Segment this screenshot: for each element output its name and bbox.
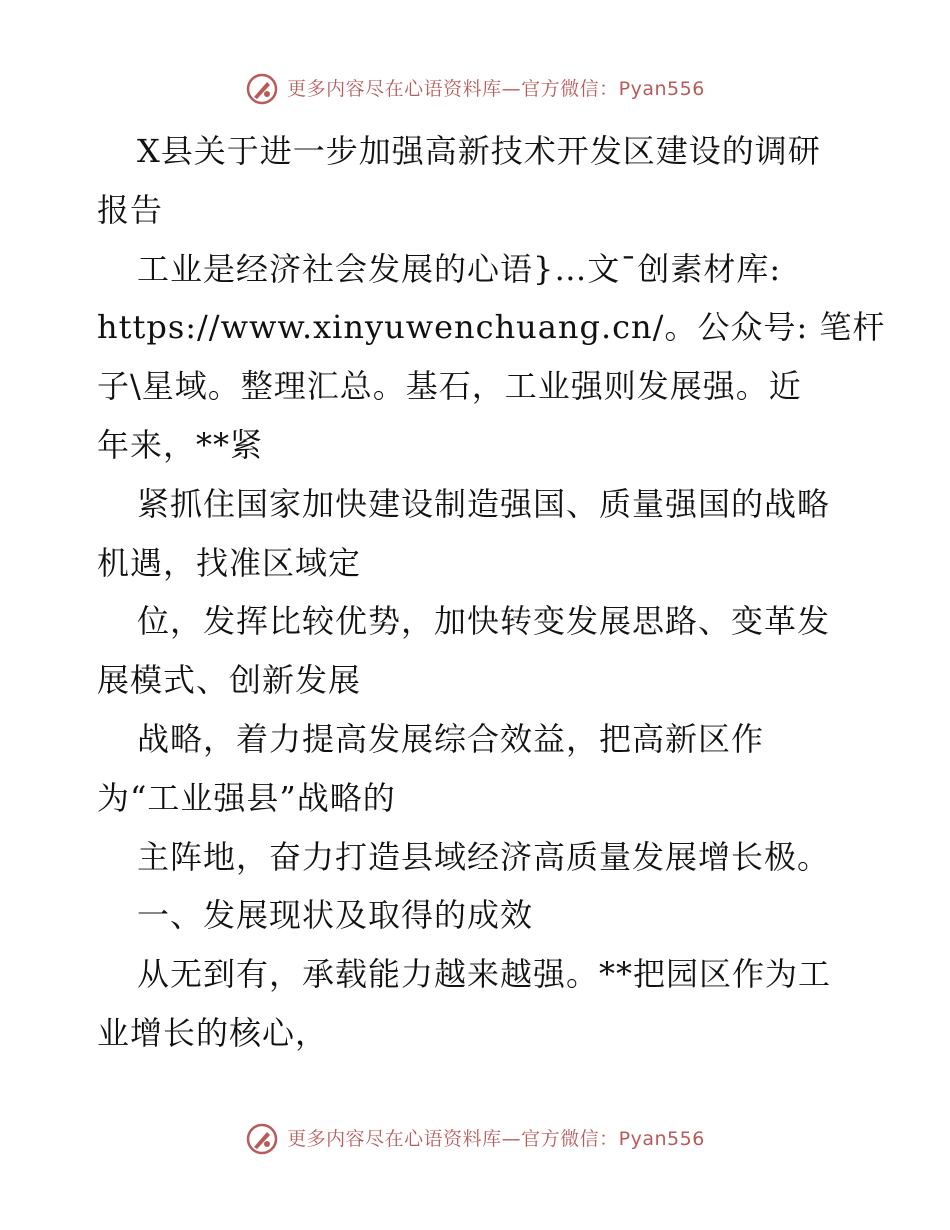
document-title-line-1: X县关于进一步加强高新技术开发区建设的调研 <box>137 132 821 170</box>
paragraph-line: 位，发挥比较优势，加快转变发展思路、变革发 <box>137 602 831 641</box>
document-title-line-2: 报告 <box>97 190 164 229</box>
paragraph-line: 子\星域。整理汇总。基石，工业强则发展强。近 <box>97 367 802 406</box>
header-banner <box>0 72 950 106</box>
paragraph-line: 业增长的核心， <box>97 1013 329 1052</box>
quill-logo-icon <box>245 1122 279 1156</box>
paragraph-line: https://www.xinyuwenchuang.cn/。公众号: 笔杆 <box>97 308 886 347</box>
paragraph-line: 为“工业强县”战略的 <box>97 778 396 817</box>
paragraph-line: 机遇，找准区域定 <box>97 543 362 582</box>
paragraph-line: 紧抓住国家加快建设制造强国、质量强国的战略 <box>137 484 831 523</box>
document-body <box>97 122 886 1063</box>
footer-banner-text: 更多内容尽在心语资料库—官方微信：Pyan556 <box>287 1128 705 1150</box>
paragraph-line: 主阵地，奋力打造县域经济高质量发展增长极。 <box>137 837 831 876</box>
paragraph-line: 展模式、创新发展 <box>97 661 362 700</box>
paragraph-line: 从无到有，承载能力越来越强。**把园区作为工 <box>137 955 832 994</box>
quill-logo-icon <box>245 72 279 106</box>
paragraph-line: 战略，着力提高发展综合效益，把高新区作 <box>137 719 765 758</box>
paragraph-line: 工业是经济社会发展的心语}…文¯创素材库: <box>137 249 782 288</box>
section-heading: 一、发展现状及取得的成效 <box>137 896 534 935</box>
header-banner-text: 更多内容尽在心语资料库—官方微信：Pyan556 <box>287 78 705 100</box>
paragraph-line: 年来，**紧 <box>97 425 264 464</box>
footer-banner <box>0 1122 950 1156</box>
